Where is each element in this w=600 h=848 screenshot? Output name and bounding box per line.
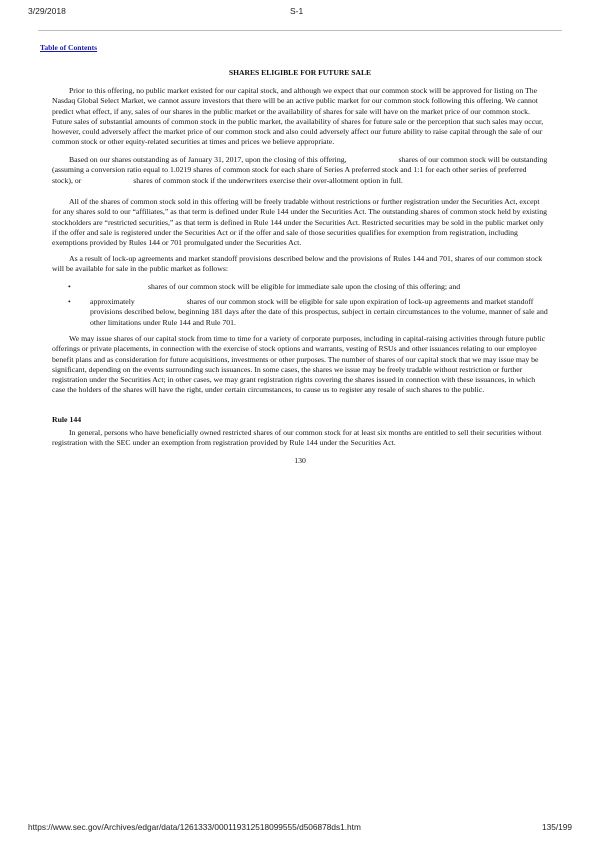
- footer-page-count: 135/199: [542, 822, 572, 832]
- bullet-item: [68, 297, 549, 328]
- paragraph-issuances: We may issue shares of our capital stock from time to time for a variety of corporate purposes, including in capital-raising activities through future public offerings or private placements, in connection with the exercise of stock options and warrants, vesting of RSUs and other issuances relating to our employee benefit plans and as consideration for future acquisitions, investments or other purposes. The number of shares of our capital stock that we may issue may be significant, depending on the events surrounding such issuances. In some cases, the shares we issue may be freely tradable without restriction or further registration under the Securities Act; in other cases, we may grant registration rights covering the shares issued in connection with these issuances, in which case the holders of the shares will have the right, under certain circumstances, to cause us to register any resale of such shares to the public.: [52, 334, 546, 395]
- print-date: 3/29/2018: [28, 6, 66, 16]
- paragraph-rule-144: In general, persons who have beneficially owned restricted shares of our common stock for at least six months are entitled to sell their securities without registration with the SEC under an exemption from registration provided by Rule 144 under the Securities Act.: [52, 428, 542, 448]
- bullet-text: [90, 297, 549, 328]
- text: shares of common stock if the underwriters exercise their over-allotment option in full.: [133, 175, 403, 185]
- bullet-text: [90, 282, 549, 292]
- section-title: SHARES ELIGIBLE FOR FUTURE SALE: [228, 68, 372, 77]
- text: shares of our common stock will be eligible for immediate sale upon the closing of this offering; and: [148, 282, 461, 291]
- paragraph-lockup: As a result of lock-up agreements and market standoff provisions described below and the provisions of Rules 144 and 701, shares of our common stock will be available for sale in the public market as follows:: [52, 254, 543, 274]
- text: shares of our common stock will be outstanding (assuming a conversion ratio equal to 1.0219 shares of common stock for each share of Series A preferred stock and 1:1 for each other series of preferred stock), or: [52, 155, 548, 185]
- paragraph-shares-outstanding: [52, 155, 549, 186]
- paragraph-freely-tradable: All of the shares of common stock sold in this offering will be freely tradable without restrictions or further registration under the Securities Act, except for any shares sold to our “affiliates,” as that term is defined under Rule 144 under the Securities Act. The outstanding shares of common stock held by existing stockholders are “restricted securities,” as that term is defined in Rule 144 under the Securities Act. Restricted securities may be sold in the public market only if the offer and sale is registered under the Securities Act or if the offer and sale of those securities qualifies for exemption from registration, including exemptions provided by Rules 144 or 701 promulgated under the Securities Act.: [52, 197, 547, 248]
- text: Based on our shares outstanding as of January 31, 2017, upon the closing of this offering,: [69, 155, 347, 164]
- footer-url: https://www.sec.gov/Archives/edgar/data/1261333/000119312518099555/d506878ds1.htm: [28, 822, 361, 832]
- page-number: 130: [294, 456, 306, 465]
- text: shares of our common stock will be eligible for sale upon expiration of lock-up agreements and market standoff provisions described below, beginning 181 days after the date of this prospectus, subject in certain circumstances to the volume, manner of sale and other limitations under Rule 144 and Rule 701.: [90, 297, 548, 327]
- table-of-contents-link[interactable]: Table of Contents: [40, 43, 98, 52]
- bullet-icon: •: [68, 282, 71, 291]
- bullet-icon: •: [68, 297, 71, 306]
- paragraph-intro: Prior to this offering, no public market existed for our capital stock, and although we expect that our common stock will be approved for listing on The Nasdaq Global Select Market, we cannot assure investors that there will be an active public market for our common stock following this offering. We cannot predict what effect, if any, sales of our shares in the public market or the availability of shares for sale will have on the market price of our common stock. Future sales of substantial amounts of common stock in the public market, the availability of shares for future sale or the perception that such sales may occur, however, could adversely affect the market price of our common stock and also could adversely affect our future ability to raise capital through the sale of our common stock or other equity-related securities at times and prices we believe appropriate.: [52, 86, 544, 147]
- heading-rule-144: Rule 144: [52, 415, 82, 424]
- text: approximately: [90, 297, 135, 306]
- header-divider: [38, 30, 562, 31]
- bullet-item: [68, 282, 549, 292]
- document-title: S-1: [290, 6, 304, 16]
